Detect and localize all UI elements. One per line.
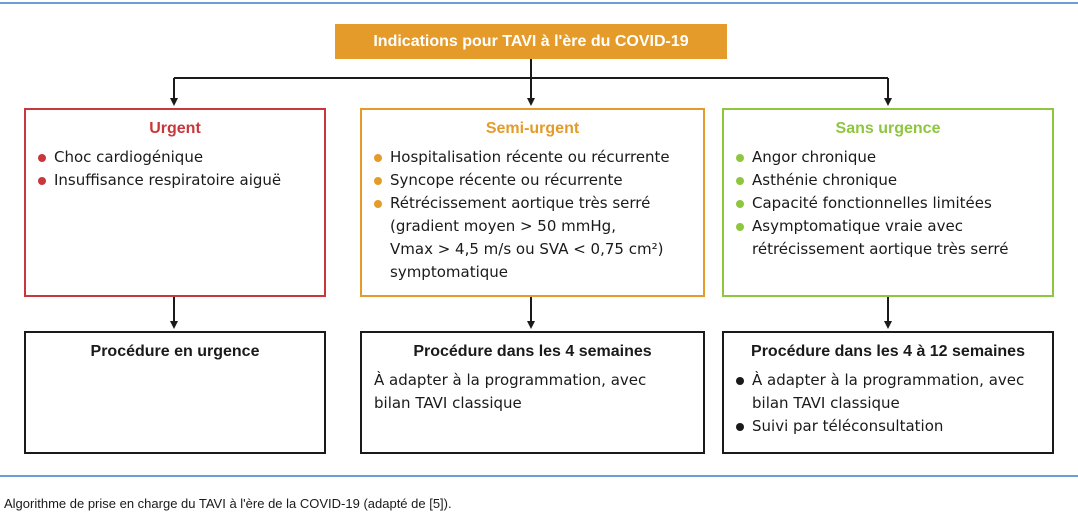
list-item-continuation: Vmax > 4,5 m/s ou SVA < 0,75 cm²) xyxy=(390,240,664,258)
list-item-continuation: (gradient moyen > 50 mmHg, xyxy=(390,217,616,235)
procedure-sans-urgence xyxy=(722,331,1054,454)
list-item: Asthénie chronique xyxy=(736,169,1040,192)
list-item: À adapter à la programmation, avec xyxy=(736,369,1040,392)
bullet-icon xyxy=(736,177,744,185)
bullet-icon xyxy=(374,200,382,208)
list-item: Suivi par téléconsultation xyxy=(736,415,1040,438)
figure-caption: Algorithme de prise en charge du TAVI à l'ère de la COVID-19 (adapté de [5]). xyxy=(4,496,452,511)
procedure-heading: Procédure dans les 4 à 12 semaines xyxy=(751,343,1025,360)
list-item: Angor chronique xyxy=(736,146,1040,169)
procedure-text: À adapter à la programmation, avec xyxy=(374,371,647,389)
category-heading: Sans urgence xyxy=(835,120,941,137)
list-item: Rétrécissement aortique très serré xyxy=(374,192,691,215)
bullet-icon xyxy=(38,177,46,185)
list-item: Insuffisance respiratoire aiguë xyxy=(38,169,312,192)
category-heading: Semi-urgent xyxy=(485,120,580,137)
category-urgent xyxy=(24,108,326,297)
bullet-icon xyxy=(736,377,744,385)
diagram-title: Indications pour TAVI à l'ère du COVID-19 xyxy=(335,24,727,59)
list-item: Syncope récente ou récurrente xyxy=(374,169,691,192)
list-item-continuation: rétrécissement aortique très serré xyxy=(752,240,1009,258)
procedure-heading: Procédure dans les 4 semaines xyxy=(413,343,652,360)
category-sans-urgence xyxy=(722,108,1054,297)
category-heading: Urgent xyxy=(149,120,201,137)
list-item: Capacité fonctionnelles limitées xyxy=(736,192,1040,215)
procedure-semi-urgent xyxy=(360,331,705,454)
category-semi-urgent xyxy=(360,108,705,297)
bullet-icon xyxy=(374,154,382,162)
bullet-icon xyxy=(736,154,744,162)
list-item-continuation: symptomatique xyxy=(390,263,508,281)
bottom-rule xyxy=(0,475,1078,477)
bullet-icon xyxy=(38,154,46,162)
bullet-icon xyxy=(736,200,744,208)
bullet-icon xyxy=(736,423,744,431)
list-item: Choc cardiogénique xyxy=(38,146,312,169)
procedure-urgent xyxy=(24,331,326,454)
procedure-text: bilan TAVI classique xyxy=(374,394,522,412)
list-item: Asymptomatique vraie avec xyxy=(736,215,1040,238)
bullet-icon xyxy=(374,177,382,185)
procedure-heading: Procédure en urgence xyxy=(90,343,260,360)
list-item: Hospitalisation récente ou récurrente xyxy=(374,146,691,169)
list-item-continuation: bilan TAVI classique xyxy=(752,394,900,412)
bullet-icon xyxy=(736,223,744,231)
